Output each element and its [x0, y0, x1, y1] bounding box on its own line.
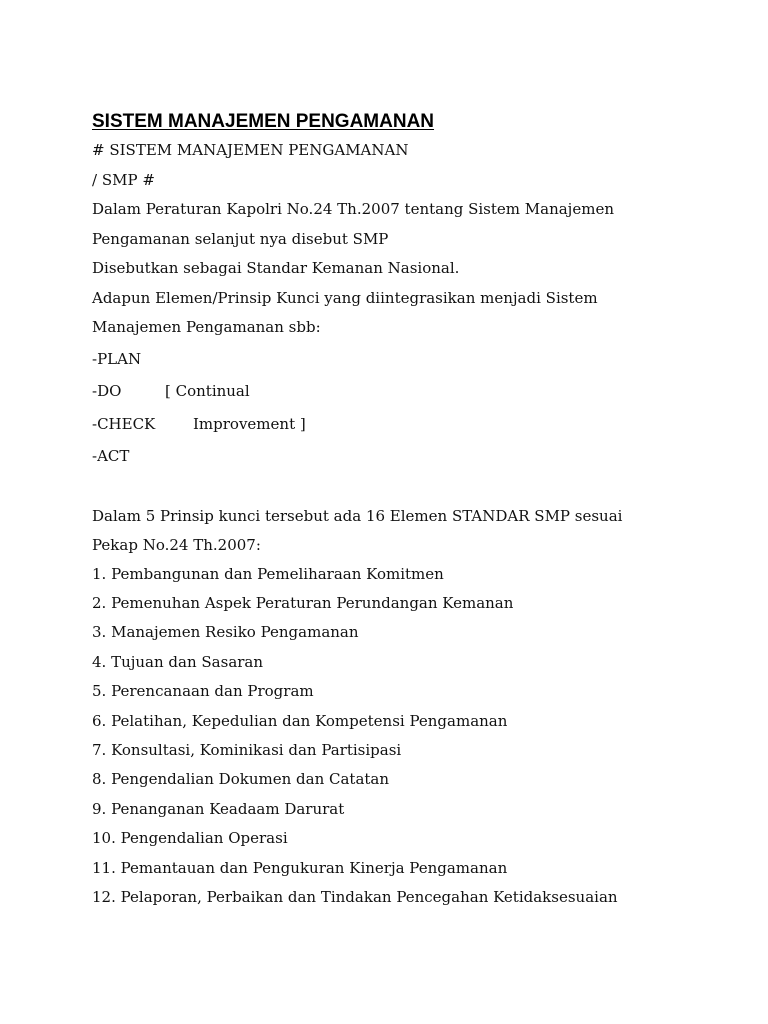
intro-line: Manajemen Pengamanan sbb: — [92, 318, 321, 336]
pdca-step: -ACT — [92, 447, 130, 465]
pdca-row-check — [92, 408, 732, 441]
list-item: 4. Tujuan dan Sasaran — [92, 652, 264, 671]
list-item: 5. Perencanaan dan Program — [92, 682, 314, 701]
list-item: 11. Pemantauan dan Pengukuran Kinerja Pengamanan — [92, 858, 508, 877]
elements-intro-line: Pekap No.24 Th.2007: — [92, 535, 261, 554]
pdca-list — [92, 343, 732, 473]
elements-intro-line: Dalam 5 Prinsip kunci tersebut ada 16 Elemen STANDAR SMP sesuai — [92, 506, 623, 525]
pdca-step: -PLAN — [92, 349, 142, 368]
pdca-note: Improvement ] — [193, 414, 306, 433]
list-item: 12. Pelaporan, Perbaikan dan Tindakan Pencegahan Ketidaksesuaian — [92, 887, 618, 906]
list-item: 8. Pengendalian Dokumen dan Catatan — [92, 770, 390, 789]
intro-line: # SISTEM MANAJEMEN PENGAMANAN — [92, 141, 409, 159]
intro-line: Disebutkan sebagai Standar Kemanan Nasional. — [92, 259, 460, 277]
document-title: SISTEM MANAJEMEN PENGAMANAN — [92, 111, 435, 132]
list-item: 6. Pelatihan, Kepedulian dan Kompetensi Pengamanan — [92, 711, 508, 730]
pdca-row-do — [92, 375, 732, 408]
intro-line: Dalam Peraturan Kapolri No.24 Th.2007 tentang Sistem Manajemen — [92, 200, 614, 218]
elements-list — [92, 560, 732, 913]
document-body — [92, 108, 732, 912]
paragraph-spacer — [92, 473, 732, 502]
intro-line: / SMP # — [92, 170, 155, 189]
list-item: 9. Penanganan Keadaam Darurat — [92, 799, 345, 818]
pdca-row-plan — [92, 343, 732, 376]
pdca-step: -DO — [92, 382, 122, 400]
pdca-note: [ Continual — [165, 382, 250, 400]
pdca-row-act — [92, 440, 732, 473]
list-item: 3. Manajemen Resiko Pengamanan — [92, 623, 359, 642]
intro-line: Adapun Elemen/Prinsip Kunci yang diintegrasikan menjadi Sistem — [92, 288, 598, 307]
pdca-step: -CHECK — [92, 414, 156, 433]
list-item: 2. Pemenuhan Aspek Peraturan Perundangan Kemanan — [92, 593, 514, 612]
list-item: 10. Pengendalian Operasi — [92, 829, 288, 848]
list-item: 7. Konsultasi, Kominikasi dan Partisipasi — [92, 740, 402, 759]
list-item: 1. Pembangunan dan Pemeliharaan Komitmen — [92, 564, 444, 583]
intro-line: Pengamanan selanjut nya disebut SMP — [92, 229, 389, 248]
